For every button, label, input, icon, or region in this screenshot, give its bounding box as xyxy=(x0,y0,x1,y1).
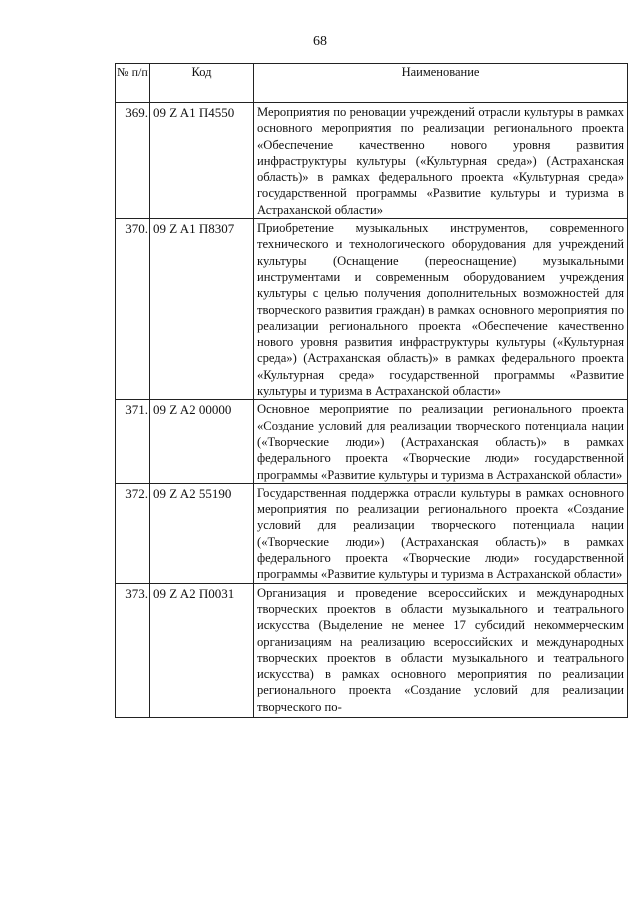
row-code: 09 Z A1 П4550 xyxy=(150,103,254,219)
table-row xyxy=(116,103,628,219)
table-row xyxy=(116,483,628,583)
row-code: 09 Z A2 00000 xyxy=(150,400,254,483)
header-number: № п/п xyxy=(116,64,150,103)
row-number: 373. xyxy=(116,583,150,717)
row-code: 09 Z A2 П0031 xyxy=(150,583,254,717)
row-name: Организация и проведение всероссийских и международных творческих проектов в области музыкального и театрального искусства (Выделение не менее 17 субсидий некоммерческим организациям на реализацию всероссийских и международных творческих проектов в области музыкального и театрального искусства) в рамках основного мероприятия по реализации регионального проекта «Создание условий для реализации творческого по- xyxy=(254,583,628,717)
row-code: 09 Z A2 55190 xyxy=(150,483,254,583)
header-name: Наименование xyxy=(254,64,628,103)
row-number: 370. xyxy=(116,219,150,400)
budget-classification-table xyxy=(115,63,628,718)
table-row xyxy=(116,219,628,400)
header-code: Код xyxy=(150,64,254,103)
table-row xyxy=(116,583,628,717)
row-number: 372. xyxy=(116,483,150,583)
row-code: 09 Z A1 П8307 xyxy=(150,219,254,400)
row-number: 371. xyxy=(116,400,150,483)
page-number: 68 xyxy=(313,34,327,49)
row-number: 369. xyxy=(116,103,150,219)
row-name: Приобретение музыкальных инструментов, современного технического и технологического оборудования для учреждений культуры (Оснащение (переоснащение) музыкальными инструментами и современным оборудованием учреждения культуры с целью получения дополнительных возможностей для творческого развития граждан) в рамках основного мероприятия по реализации регионального проекта «Обеспечение качественно нового уровня развития инфраструктуры культуры («Культурная среда») (Астраханская область)» в рамках федерального проекта «Культурная среда» государственной программы «Развитие культуры и туризма в Астраханской области» xyxy=(254,219,628,400)
row-name: Основное мероприятие по реализации регионального проекта «Создание условий для реализации творческого потенциала нации («Творческие люди») (Астраханская область)» в рамках федерального проекта «Творческие люди» государственной программы «Развитие культуры и туризма в Астраханской области» xyxy=(254,400,628,483)
row-name: Государственная поддержка отрасли культуры в рамках основного мероприятия по реализации регионального проекта «Создание условий для реализации творческого потенциала нации («Творческие люди») (Астраханская область)» в рамках федерального проекта «Творческие люди» государственной программы «Развитие культуры и туризма в Астраханской области» xyxy=(254,483,628,583)
table-row xyxy=(116,400,628,483)
table-header-row xyxy=(116,64,628,103)
row-name: Мероприятия по реновации учреждений отрасли культуры в рамках основного мероприятия по реализации регионального проекта «Обеспечение качественно нового уровня развития инфраструктуры культуры («Культурная среда») (Астраханская область)» в рамках федерального проекта «Культурная среда» государственной программы «Развитие культуры и туризма в Астраханской области» xyxy=(254,103,628,219)
